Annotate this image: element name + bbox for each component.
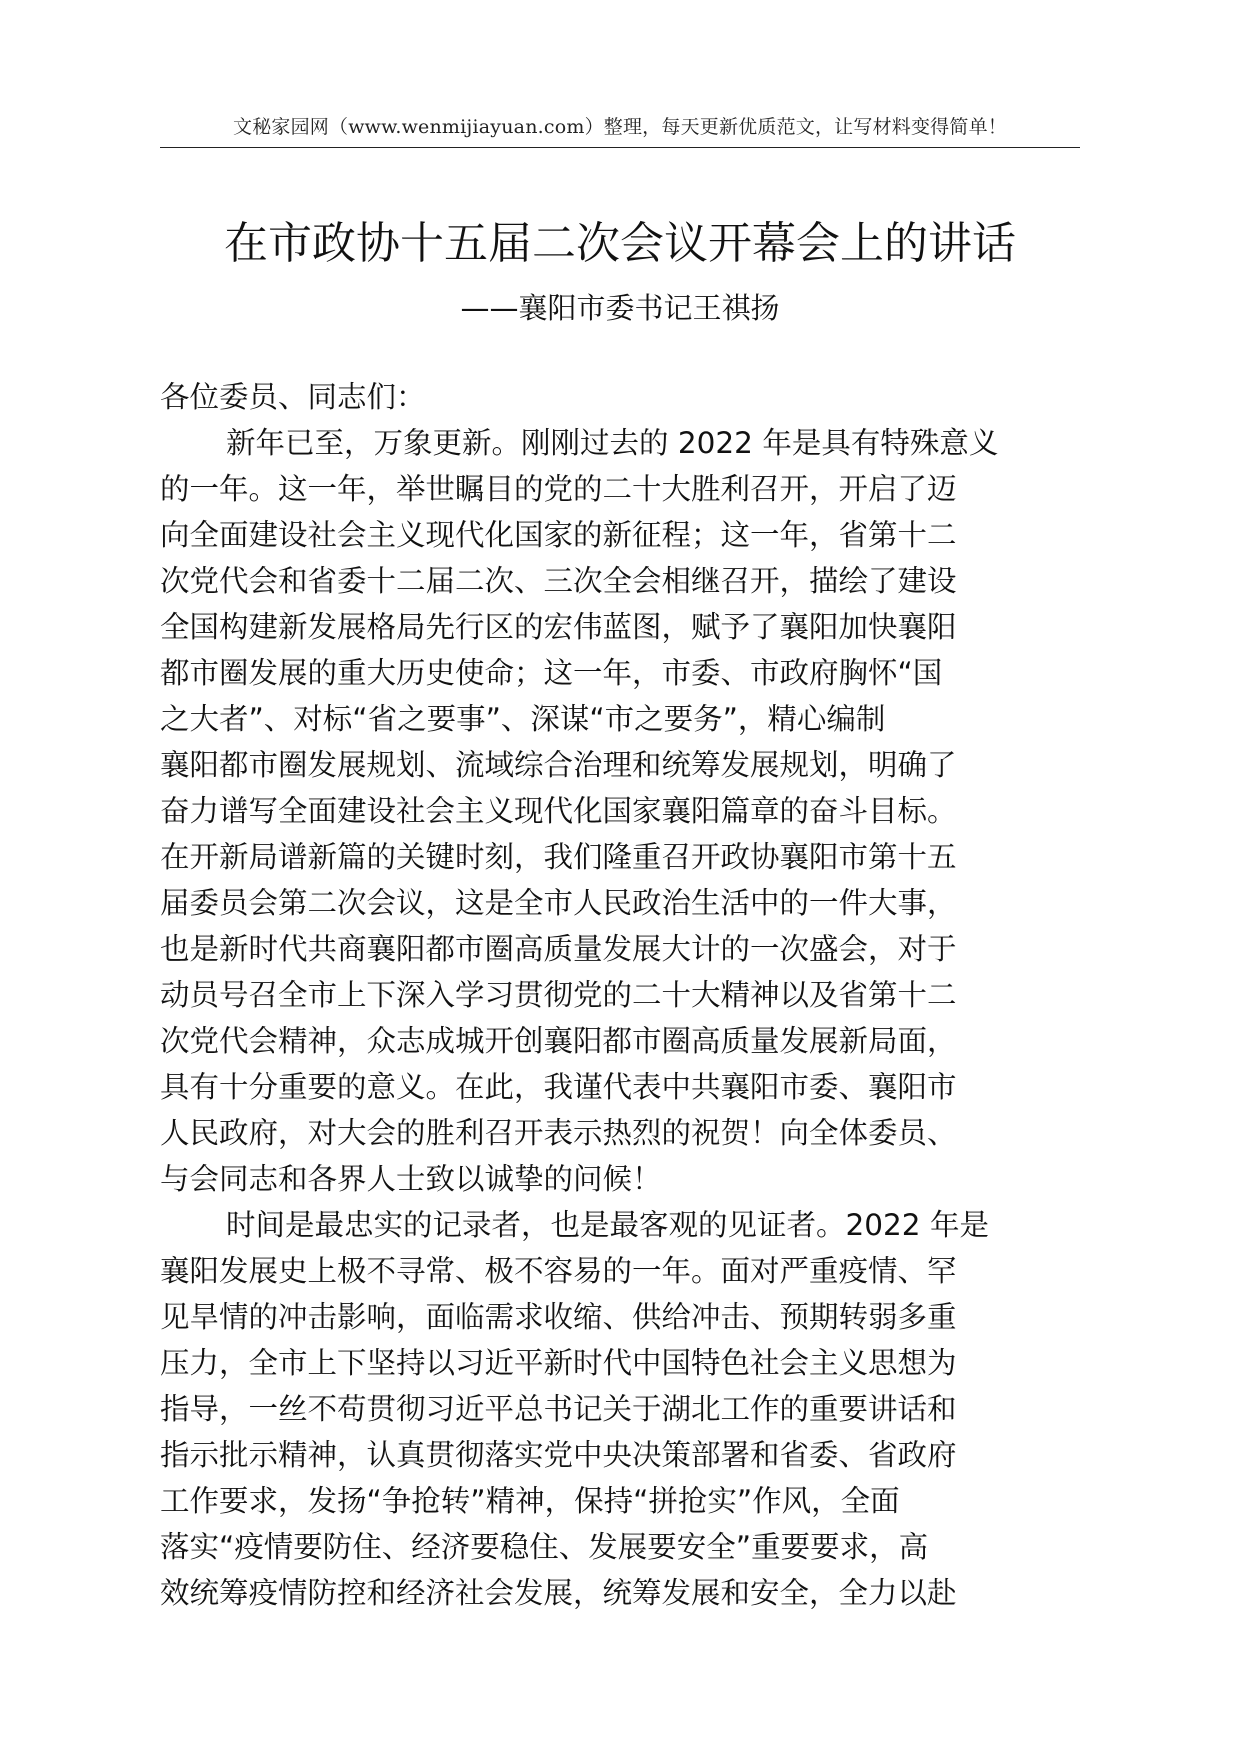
paragraph-line: 人民政府，对大会的胜利召开表示热烈的祝贺！向全体委员、 — [160, 1116, 957, 1150]
paragraph-line: 工作要求，发扬“争抢转”精神，保持“拼抢实”作风，全面 — [160, 1484, 900, 1518]
paragraph-line: 与会同志和各界人士致以诚挚的问候！ — [160, 1162, 662, 1196]
paragraph-line: 次党代会精神，众志成城开创襄阳都市圈高质量发展新局面， — [160, 1024, 957, 1058]
paragraph-line: 动员号召全市上下深入学习贯彻党的二十大精神以及省第十二 — [160, 978, 957, 1012]
paragraph-line: 都市圈发展的重大历史使命；这一年，市委、市政府胸怀“国 — [160, 656, 943, 690]
paragraph-line: 指导，一丝不苟贯彻习近平总书记关于湖北工作的重要讲话和 — [160, 1392, 957, 1426]
paragraph-line: 具有十分重要的意义。在此，我谨代表中共襄阳市委、襄阳市 — [160, 1070, 957, 1104]
paragraph-line: 奋力谱写全面建设社会主义现代化国家襄阳篇章的奋斗目标。 — [160, 794, 957, 828]
header-divider — [160, 147, 1080, 148]
paragraph-line: 届委员会第二次会议，这是全市人民政治生活中的一件大事， — [160, 886, 957, 920]
salutation: 各位委员、同志们： — [160, 380, 426, 414]
paragraph-line: 在开新局谱新篇的关键时刻，我们隆重召开政协襄阳市第十五 — [160, 840, 957, 874]
paragraph-line: 指示批示精神，认真贯彻落实党中央决策部署和省委、省政府 — [160, 1438, 957, 1472]
paragraph-line: 襄阳发展史上极不寻常、极不容易的一年。面对严重疫情、罕 — [160, 1254, 957, 1288]
paragraph-line: 落实“疫情要防住、经济要稳住、发展要安全”重要要求，高 — [160, 1530, 929, 1564]
paragraph-line: 襄阳都市圈发展规划、流域综合治理和统筹发展规划，明确了 — [160, 748, 957, 782]
document-body — [160, 374, 1090, 1616]
document-subtitle: ——襄阳市委书记王祺扬 — [460, 291, 780, 325]
paragraph-line: 向全面建设社会主义现代化国家的新征程；这一年，省第十二 — [160, 518, 957, 552]
paragraph-line: 见旱情的冲击影响，面临需求收缩、供给冲击、预期转弱多重 — [160, 1300, 957, 1334]
paragraph-line: 的一年。这一年，举世瞩目的党的二十大胜利召开，开启了迈 — [160, 472, 957, 506]
paragraph-line: 时间是最忠实的记录者，也是最客观的见证者。2022 年是 — [226, 1208, 989, 1242]
paragraph-line: 新年已至，万象更新。刚刚过去的 2022 年是具有特殊意义 — [226, 426, 999, 460]
paragraph-line: 也是新时代共商襄阳都市圈高质量发展大计的一次盛会，对于 — [160, 932, 957, 966]
paragraph-line: 效统筹疫情防控和经济社会发展，统筹发展和安全，全力以赴 — [160, 1576, 957, 1610]
document-title: 在市政协十五届二次会议开幕会上的讲话 — [224, 218, 1016, 269]
header-watermark-text: 文秘家园网（www.wenmijiayuan.com）整理，每天更新优质范文，让写材料变得简单！ — [233, 116, 1007, 138]
paragraph-line: 全国构建新发展格局先行区的宏伟蓝图，赋予了襄阳加快襄阳 — [160, 610, 957, 644]
paragraph-line: 次党代会和省委十二届二次、三次全会相继召开，描绘了建设 — [160, 564, 957, 598]
paragraph-line: 压力，全市上下坚持以习近平新时代中国特色社会主义思想为 — [160, 1346, 957, 1380]
paragraph-line: 之大者”、对标“省之要事”、深谋“市之要务”，精心编制 — [160, 702, 886, 736]
